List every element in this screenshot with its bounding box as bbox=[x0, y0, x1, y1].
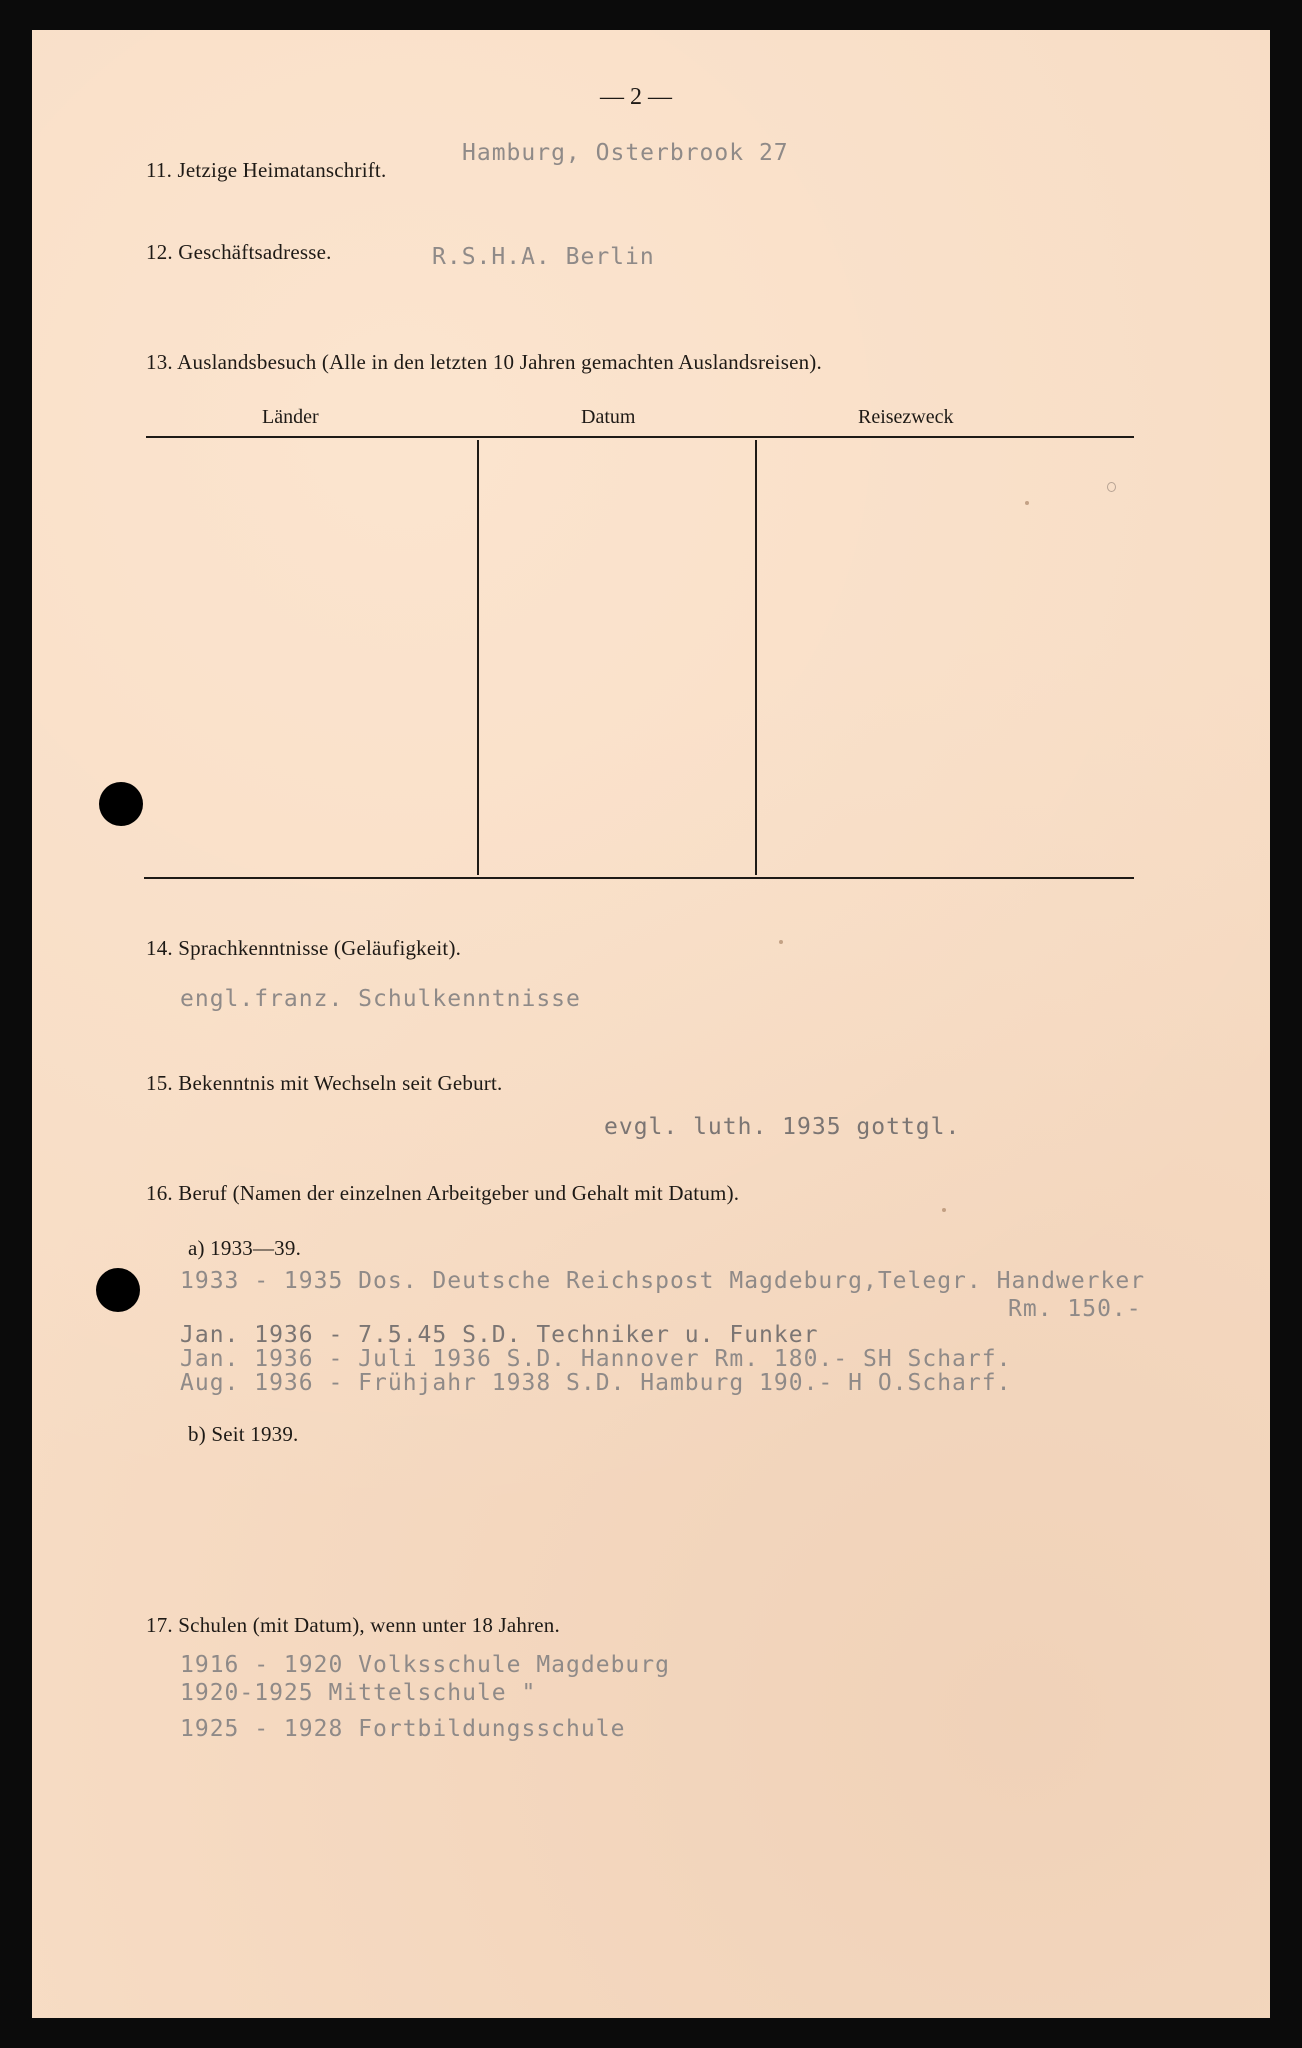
table-divider-1 bbox=[477, 440, 479, 875]
beruf-line-2: Rm. 150.- bbox=[1008, 1296, 1142, 1322]
paper-speck bbox=[1107, 482, 1116, 492]
field-label-geschaeftsadresse: 12. Geschäftsadresse. bbox=[146, 240, 332, 264]
field-label-auslandsbesuch: 13. Auslandsbesuch (Alle in den letzten 10 Jahren gemachten Auslandsreisen). bbox=[146, 350, 822, 374]
punch-hole-top bbox=[99, 782, 143, 826]
field-label-beruf: 16. Beruf (Namen der einzelnen Arbeitgeber und Gehalt mit Datum). bbox=[146, 1181, 740, 1205]
table-top-rule bbox=[146, 436, 1134, 438]
field-label-schulen: 17. Schulen (mit Datum), wenn unter 18 Jahren. bbox=[146, 1613, 560, 1637]
schulen-line-2: 1920-1925 Mittelschule " bbox=[180, 1680, 537, 1706]
table-header-datum: Datum bbox=[581, 406, 636, 428]
field-label-bekenntnis: 15. Bekenntnis mit Wechseln seit Geburt. bbox=[146, 1071, 503, 1095]
schulen-line-3: 1925 - 1928 Fortbildungsschule bbox=[180, 1716, 626, 1742]
field-sublabel-beruf-a: a) 1933—39. bbox=[188, 1236, 302, 1260]
table-header-laender: Länder bbox=[262, 406, 319, 428]
field-label-heimatanschrift: 11. Jetzige Heimatanschrift. bbox=[146, 158, 387, 182]
paper-speck bbox=[779, 940, 783, 944]
beruf-line-3: Jan. 1936 - 7.5.45 S.D. Techniker u. Funker bbox=[180, 1322, 819, 1348]
paper-speck bbox=[942, 1208, 946, 1212]
field-value-geschaeftsadresse: R.S.H.A. Berlin bbox=[432, 244, 655, 270]
field-value-bekenntnis: evgl. luth. 1935 gottgl. bbox=[604, 1114, 961, 1140]
page-number: — 2 — bbox=[600, 84, 672, 110]
table-divider-2 bbox=[755, 440, 757, 875]
punch-hole-bottom bbox=[96, 1268, 140, 1312]
beruf-line-4: Jan. 1936 - Juli 1936 S.D. Hannover Rm. 180.- SH Scharf. bbox=[180, 1346, 1012, 1372]
field-label-sprachkenntnisse: 14. Sprachkenntnisse (Geläufigkeit). bbox=[146, 936, 462, 960]
schulen-line-1: 1916 - 1920 Volksschule Magdeburg bbox=[180, 1652, 670, 1678]
field-value-heimatanschrift: Hamburg, Osterbrook 27 bbox=[462, 140, 789, 166]
table-bottom-rule bbox=[144, 877, 1134, 879]
field-sublabel-beruf-b: b) Seit 1939. bbox=[188, 1422, 299, 1446]
table-header-reisezweck: Reisezweck bbox=[858, 406, 954, 428]
beruf-line-1: 1933 - 1935 Dos. Deutsche Reichspost Magdeburg,Telegr. Handwerker bbox=[180, 1268, 1146, 1294]
paper-speck bbox=[1025, 501, 1029, 505]
beruf-line-5: Aug. 1936 - Frühjahr 1938 S.D. Hamburg 190.- H O.Scharf. bbox=[180, 1370, 1012, 1396]
field-value-sprachkenntnisse: engl.franz. Schulkenntnisse bbox=[180, 986, 581, 1012]
